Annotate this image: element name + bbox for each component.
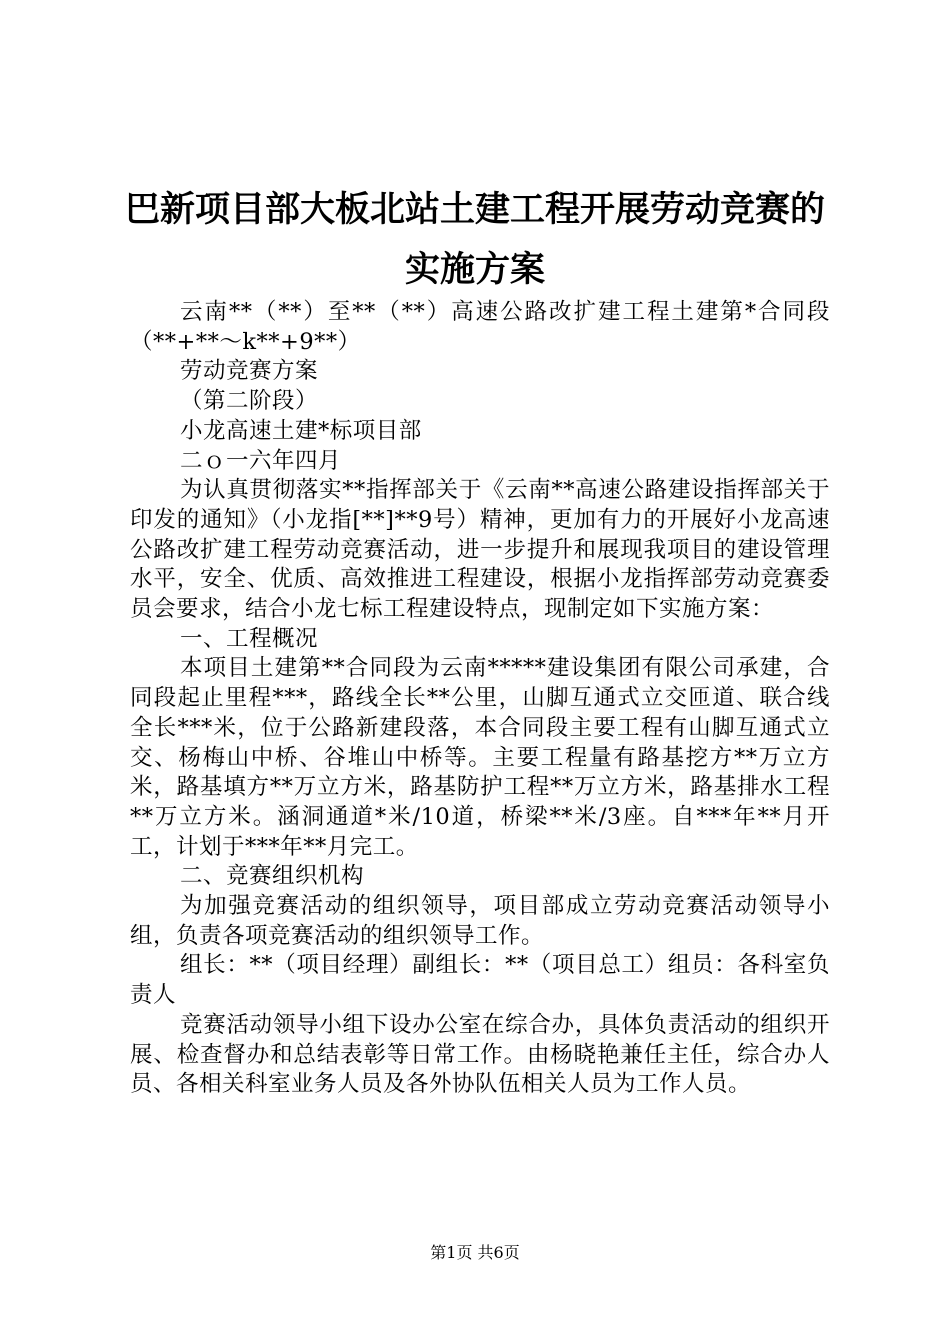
section-heading-project-overview: 一、工程概况 — [180, 625, 319, 652]
plan-name: 劳动竞赛方案 — [180, 358, 319, 385]
project-overview-paragraph: 本项目土建第**合同段为云南*****建设集团有限公司承建，合同段起止里程***，路线全长**公里，山脚互通式立交匝道、联合线全长***米，位于公路新建段落，本合同段主要工程有山脚互通式立交、杨梅山中桥、谷堆山中桥等。主要工程量有路基挖方**万立方米，路基填方**万立方米，路基防护工程**万立方米，路基排水工程**万立方米。涵洞通道*米/10道，桥梁**米/3座。自***年**月开工，计划于***年**月完工。 — [130, 655, 830, 860]
page-number-footer: 第1页 共6页 — [430, 1243, 520, 1262]
team-members-paragraph: 组长：**（项目经理）副组长：**（项目总工）组员：各科室负责人 — [130, 952, 830, 1009]
document-title-line-1: 巴新项目部大板北站土建工程开展劳动竞赛的 — [124, 190, 825, 230]
section-heading-organization: 二、竞赛组织机构 — [180, 863, 365, 890]
organization-paragraph: 为加强竞赛活动的组织领导，项目部成立劳动竞赛活动领导小组，负责各项竞赛活动的组织领导工作。 — [130, 893, 830, 949]
document-date: 二ｏ一六年四月 — [180, 447, 342, 474]
document-body — [130, 298, 830, 1100]
document-title-line-2: 实施方案 — [404, 250, 545, 290]
intro-paragraph: 为认真贯彻落实**指挥部关于《云南**高速公路建设指挥部关于印发的通知》（小龙指[**]**9号）精神，更加有力的开展好小龙高速公路改扩建工程劳动竞赛活动，进一步提升和展现我项目的建设管理水平，安全、优质、高效推进工程建设，根据小龙指挥部劳动竞赛委员会要求，结合小龙七标工程建设特点，现制定如下实施方案： — [130, 477, 830, 623]
office-paragraph: 竞赛活动领导小组下设办公室在综合办，具体负责活动的组织开展、检查督办和总结表彰等日常工作。由杨晓艳兼任主任，综合办人员、各相关科室业务人员及各外协队伍相关人员为工作人员。 — [130, 1011, 830, 1098]
project-department: 小龙高速土建*标项目部 — [180, 417, 422, 444]
phase-label: （第二阶段） — [180, 388, 319, 415]
contract-section-heading: 云南**（**）至**（**）高速公路改扩建工程土建第*合同段（**+**～k**+9**） — [130, 299, 830, 355]
